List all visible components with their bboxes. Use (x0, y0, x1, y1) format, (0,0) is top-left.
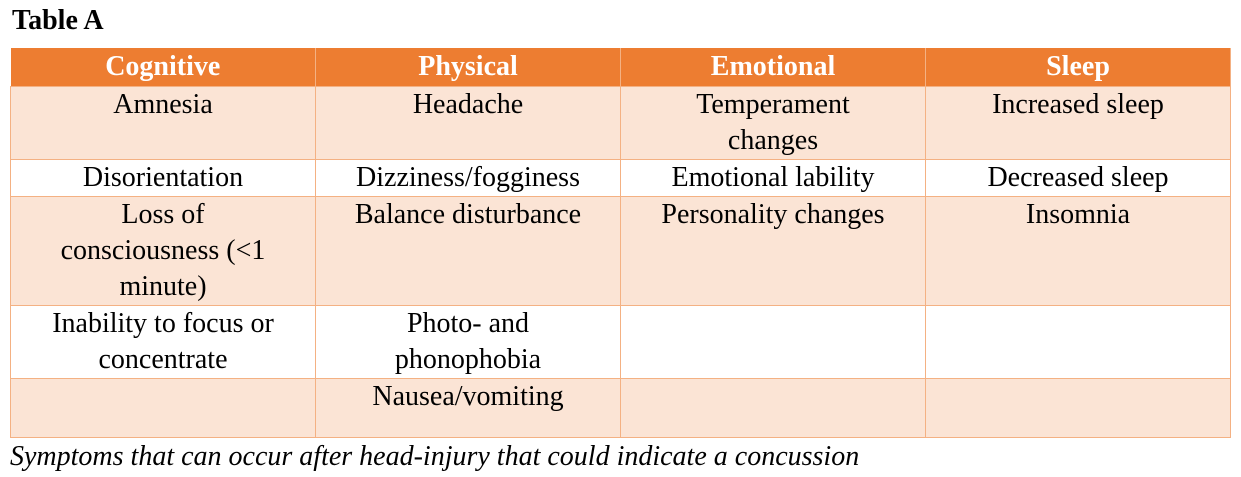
table-cell (926, 306, 1231, 379)
table-cell: Amnesia (11, 87, 316, 160)
column-header-cognitive: Cognitive (11, 48, 316, 87)
table-row (11, 197, 1231, 306)
table-cell (621, 306, 926, 379)
table-cell: Insomnia (926, 197, 1231, 306)
symptoms-table (10, 48, 1231, 438)
table-cell: Headache (316, 87, 621, 160)
table-row (11, 87, 1231, 160)
column-header-emotional: Emotional (621, 48, 926, 87)
table-title: Table A (12, 5, 104, 36)
table-cell: Inability to focus or concentrate (11, 306, 316, 379)
column-header-sleep: Sleep (926, 48, 1231, 87)
table-cell: Temperament changes (621, 87, 926, 160)
table-cell: Emotional lability (621, 160, 926, 197)
table-row (11, 160, 1231, 197)
table-caption: Symptoms that can occur after head-injury that could indicate a concussion (10, 441, 860, 472)
column-header-physical: Physical (316, 48, 621, 87)
table-cell: Dizziness/fogginess (316, 160, 621, 197)
table-cell (11, 379, 316, 438)
table-header-row (11, 48, 1231, 87)
table-row (11, 379, 1231, 438)
table-cell: Nausea/vomiting (316, 379, 621, 438)
table-row (11, 306, 1231, 379)
table-cell (926, 379, 1231, 438)
table-cell: Decreased sleep (926, 160, 1231, 197)
table-cell: Disorientation (11, 160, 316, 197)
table-cell: Loss of consciousness (<1 minute) (11, 197, 316, 306)
table-cell: Balance disturbance (316, 197, 621, 306)
table-cell: Personality changes (621, 197, 926, 306)
table-cell (621, 379, 926, 438)
table-cell: Increased sleep (926, 87, 1231, 160)
table-cell: Photo- and phonophobia (316, 306, 621, 379)
